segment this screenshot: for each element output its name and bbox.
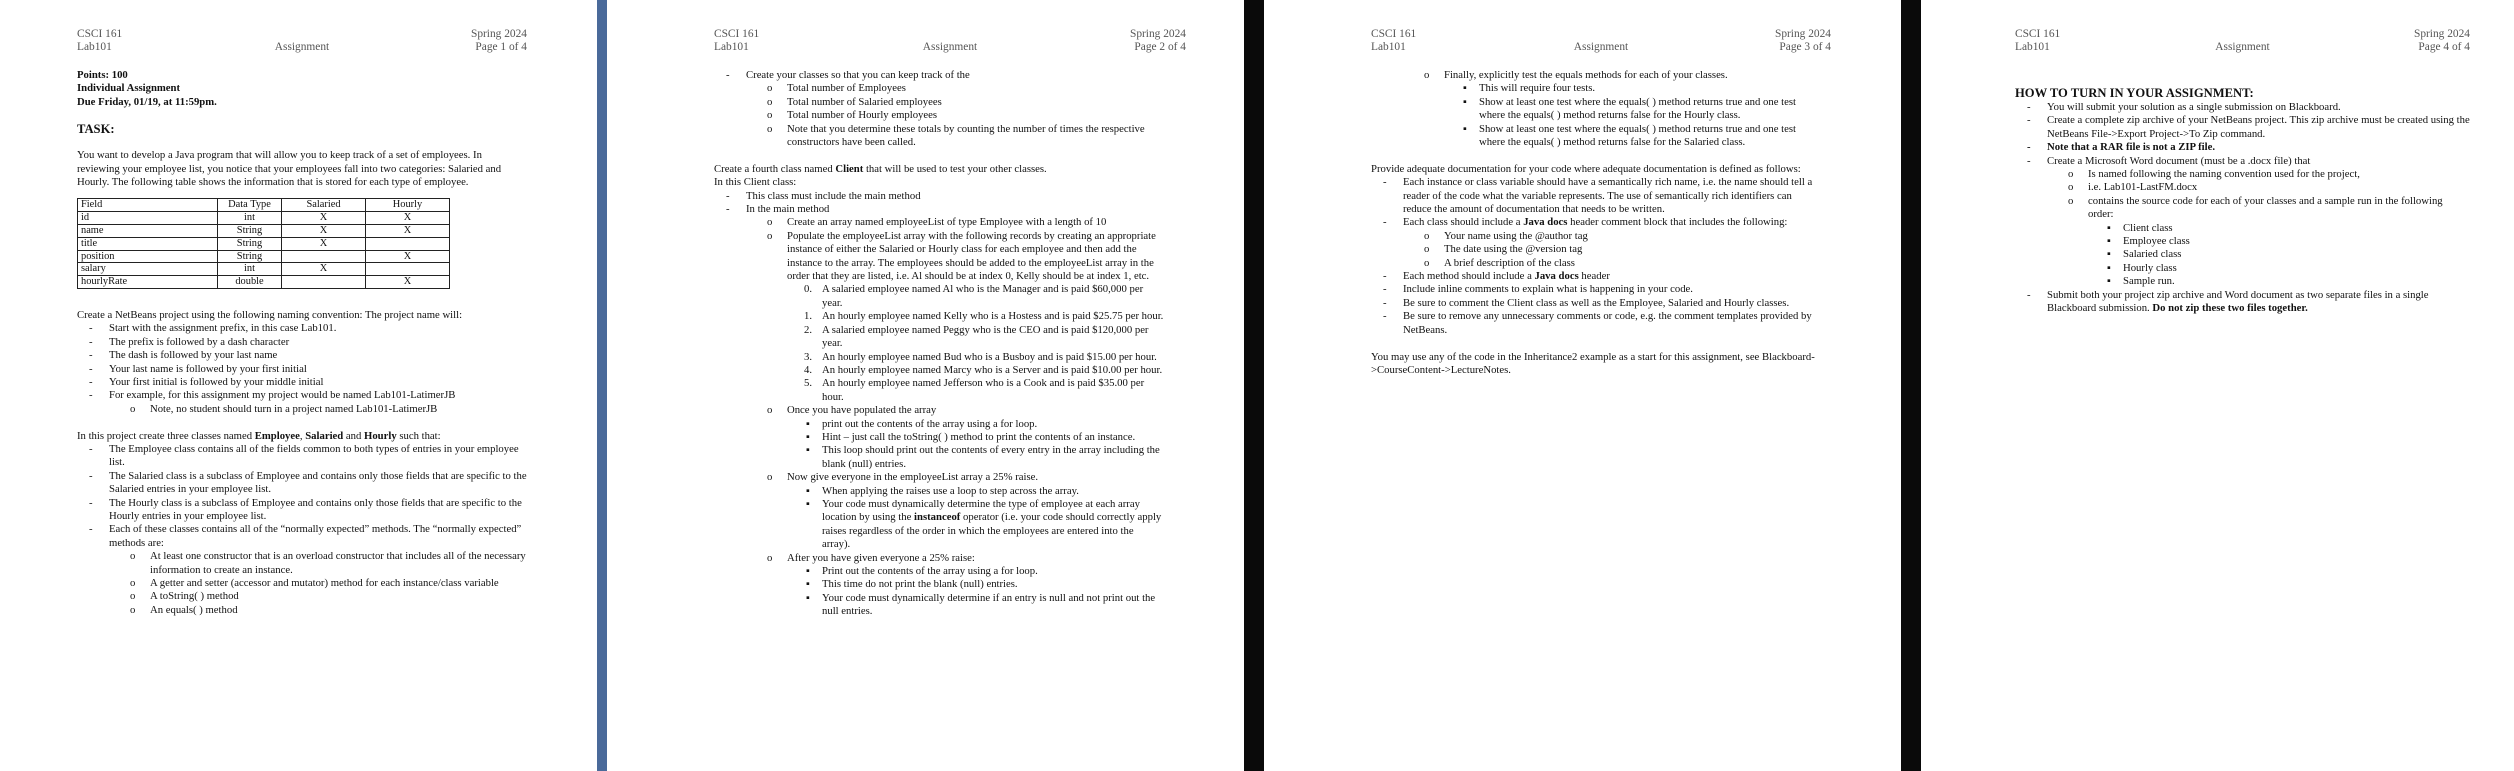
doc-intro: Provide adequate documentation for your code where adequate documentation is defined as follows: — [1371, 162, 1801, 175]
list-item: o Is named following the naming convention used for the project, — [2068, 168, 2360, 181]
list-item: - For example, for this assignment my project would be named Lab101-LatimerJB — [89, 389, 456, 402]
table-cell: X — [366, 212, 450, 225]
page-gap — [1901, 0, 1921, 771]
table-cell: X — [366, 224, 450, 237]
header-title: Assignment — [274, 41, 330, 54]
list-item: ▪ Hint – just call the toString( ) method to print the contents of an instance. — [806, 430, 1136, 443]
table-cell — [366, 237, 450, 250]
list-item: - Be sure to remove any unnecessary comments or code, e.g. the comment templates provided by NetBeans. — [1383, 310, 1812, 336]
list-item: ▪ Show at least one test where the equals( ) method returns true and one test where the equals( ) method returns false for the Salaried class. — [1463, 122, 1796, 149]
header-term: Spring 2024 Page 2 of 4 — [1129, 28, 1186, 54]
list-item: - The Employee class contains all of the fields common to both types of entries in your employee list. — [89, 443, 519, 469]
table-cell: id — [78, 212, 218, 225]
list-item: ▪ Salaried class — [2107, 248, 2182, 261]
list-item: o The date using the @version tag — [1424, 243, 1583, 256]
list-item: - Be sure to comment the Client class as well as the Employee, Salaried and Hourly classes. — [1383, 296, 1790, 309]
table-row — [78, 212, 450, 225]
page-header — [1371, 28, 1831, 68]
page-4 — [1921, 0, 2514, 771]
list-item: - The Hourly class is a subclass of Employee and contains only those fields that are specific to the Hourly entries in your employee list. — [89, 496, 522, 523]
page-body — [714, 69, 1164, 619]
list-item: - This class must include the main method — [726, 189, 921, 202]
table-cell: String — [218, 224, 282, 237]
list-item: ▪ Your code must dynamically determine if an entry is null and not print out the null entries. — [806, 591, 1156, 618]
list-item: - The prefix is followed by a dash character — [89, 335, 290, 348]
client-intro: Create a fourth class named Client that will be used to test your other classes. — [714, 162, 1047, 175]
list-item: ▪ This will require four tests. — [1463, 82, 1596, 95]
table-row — [78, 224, 450, 237]
table-row — [78, 250, 450, 263]
table-cell: int — [218, 263, 282, 276]
table-header: Field — [78, 199, 218, 212]
list-item: 1. An hourly employee named Kelly who is a Hostess and is paid $25.75 per hour. — [804, 310, 1164, 323]
list-item: o Total number of Hourly employees — [767, 109, 938, 122]
header-title: Assignment — [2215, 41, 2270, 54]
header-term: Spring 2024 Page 1 of 4 — [470, 28, 527, 54]
list-item: - In the main method — [726, 203, 830, 216]
table-cell: name — [78, 224, 218, 237]
table-cell: hourlyRate — [78, 276, 218, 289]
list-item: o Create an array named employeeList of type Employee with a length of 10 — [767, 216, 1107, 229]
list-item: - Create a complete zip archive of your NetBeans project. This zip archive must be created using the NetBeans File->Export Project->To Zip command. — [2027, 114, 2470, 140]
task-heading: TASK: — [77, 121, 115, 136]
list-item: ▪ This time do not print the blank (null) entries. — [806, 578, 1018, 591]
table-cell: int — [218, 212, 282, 225]
page-body — [2015, 86, 2470, 316]
list-item: - Start with the assignment prefix, in this case Lab101. — [89, 322, 337, 335]
header-course: CSCI 161 Lab101 — [1371, 28, 1417, 54]
class-list — [77, 443, 527, 617]
header-course: CSCI 161 Lab101 — [714, 28, 760, 54]
classes-intro: In this project create three classes named Employee, Salaried and Hourly such that: — [77, 429, 441, 442]
list-item: o Finally, explicitly test the equals methods for each of your classes. — [1424, 69, 1728, 81]
employee-fields-table — [77, 198, 450, 289]
list-item: ▪ Client class — [2107, 221, 2173, 234]
list-item: - The Salaried class is a subclass of Employee and contains only those fields that are specific to the Salaried entries in your employee list. — [89, 469, 527, 496]
list-item: 2. A salaried employee named Peggy who is the CEO and is paid $120,000 per year. — [804, 323, 1149, 350]
list-item: - The dash is followed by your last name — [89, 349, 278, 362]
list-item: 0. A salaried employee named Al who is the Manager and is paid $60,000 per year. — [804, 283, 1144, 309]
list-item: - You will submit your solution as a single submission on Blackboard. — [2027, 101, 2341, 113]
list-item: o Populate the employeeList array with the following records by creating an appropriate instance of either the Salaried or Hourly class for each employee and then add the instance to the array. The employees should be added to the employeeList array in the order that they are listed, i.e. Al should be at index 0, Kelly should be at index 1, etc. — [767, 229, 1156, 283]
table-cell: position — [78, 250, 218, 263]
table-cell: title — [78, 237, 218, 250]
table-cell: X — [282, 237, 366, 250]
list-item: - Your last name is followed by your first initial — [89, 362, 307, 375]
table-cell: double — [218, 276, 282, 289]
list-item: ▪ Sample run. — [2107, 275, 2175, 288]
list-item: - Create a Microsoft Word document (must be a .docx file) that — [2027, 154, 2311, 167]
page-1 — [0, 0, 597, 771]
list-item: ▪ print out the contents of the array using a for loop. — [806, 417, 1038, 430]
list-item: o Note that you determine these totals by counting the number of times the respective constructors have been called. — [767, 122, 1145, 149]
list-item: ▪ Hourly class — [2107, 261, 2177, 274]
table-cell: X — [366, 276, 450, 289]
table-cell: String — [218, 250, 282, 263]
task-intro: You want to develop a Java program that will allow you to keep track of a set of employees. In reviewing your employee list, you notice that your employees fall into two categories: Salaried and Hourly. The following table shows the information that is stored for each type of employee. — [77, 149, 502, 189]
page-3 — [1264, 0, 1901, 771]
table-row — [78, 237, 450, 250]
list-item: o Once you have populated the array — [767, 404, 937, 417]
list-item: - Create your classes so that you can keep track of the — [726, 69, 970, 81]
netbeans-intro: Create a NetBeans project using the following naming convention: The project name will: — [77, 308, 463, 321]
table-row — [78, 263, 450, 276]
list-item: ▪ Your code must dynamically determine the type of employee at each array location by using the instanceof operator (i.e. your code should correctly apply raises regardless of the order in which the employees are entered into the array). — [806, 497, 1162, 551]
due-date: Due Friday, 01/19, at 11:59pm. — [77, 95, 217, 108]
client-line: In this Client class: — [714, 176, 797, 189]
header-title: Assignment — [922, 41, 978, 54]
table-row — [78, 276, 450, 289]
list-item: o Total number of Employees — [767, 82, 906, 95]
list-item: o Note, no student should turn in a project named Lab101-LatimerJB — [130, 402, 438, 415]
table-cell: X — [282, 263, 366, 276]
list-item: - Each class should include a Java docs header comment block that includes the following: — [1383, 216, 1788, 229]
closing-note: You may use any of the code in the Inheritance2 example as a start for this assignment, see Blackboard->CourseContent->LectureNotes. — [1371, 350, 1815, 376]
table-cell: String — [218, 237, 282, 250]
list-item: 3. An hourly employee named Bud who is a Busboy and is paid $15.00 per hour. — [804, 350, 1157, 363]
page-header — [2015, 28, 2470, 68]
list-item: o Now give everyone in the employeeList array a 25% raise. — [767, 471, 1039, 484]
table-header-row — [78, 199, 450, 212]
naming-list — [77, 322, 527, 416]
header-course: CSCI 161 Lab101 — [2015, 28, 2061, 54]
table-cell: X — [366, 250, 450, 263]
table-header: Data Type — [218, 199, 282, 212]
list-item: o A getter and setter (accessor and mutator) method for each instance/class variable — [130, 577, 499, 590]
list-item: ▪ Print out the contents of the array using a for loop. — [806, 565, 1038, 578]
header-term: Spring 2024 Page 3 of 4 — [1774, 28, 1831, 54]
table-header: Hourly — [366, 199, 450, 212]
list-item: o An equals( ) method — [130, 603, 238, 616]
list-item: 4. An hourly employee named Marcy who is a Server and is paid $10.00 per hour. — [804, 363, 1163, 376]
page-gap — [1244, 0, 1264, 771]
points: Points: 100 — [77, 69, 128, 81]
list-item: - Each of these classes contains all of the “normally expected” methods. The “normally expected” methods are: — [89, 523, 522, 549]
list-item: - Your first initial is followed by your middle initial — [89, 376, 324, 388]
list-item: - Note that a RAR file is not a ZIP file. — [2027, 141, 2216, 154]
list-item: o At least one constructor that is an overload constructor that includes all of the necessary information to create an instance. — [130, 550, 526, 576]
header-title: Assignment — [1573, 41, 1629, 54]
header-course: CSCI 161 Lab101 — [77, 28, 123, 54]
list-item: o Your name using the @author tag — [1424, 229, 1588, 242]
turn-in-heading: HOW TO TURN IN YOUR ASSIGNMENT: — [2015, 86, 2254, 100]
list-item: o i.e. Lab101-LastFM.docx — [2068, 181, 2198, 194]
page-header — [77, 28, 527, 68]
page-body — [77, 69, 527, 617]
list-item: ▪ Employee class — [2107, 235, 2190, 248]
table-header: Salaried — [282, 199, 366, 212]
list-item: o After you have given everyone a 25% raise: — [767, 551, 975, 564]
list-item: - Include inline comments to explain what is happening in your code. — [1383, 283, 1693, 296]
list-item: - Submit both your project zip archive and Word document as two separate files in a single Blackboard submission. Do not zip these two files together. — [2027, 288, 2429, 315]
list-item: ▪ This loop should print out the contents of every entry in the array including the blank (null) entries. — [806, 444, 1160, 470]
list-item: o A toString( ) method — [130, 590, 239, 603]
assignment-type: Individual Assignment — [77, 82, 181, 95]
list-item: 5. An hourly employee named Jefferson who is a Cook and is paid $35.00 per hour. — [804, 377, 1145, 403]
page-body — [1371, 69, 1821, 377]
page-gap — [597, 0, 607, 771]
list-item: ▪ When applying the raises use a loop to step across the array. — [806, 484, 1079, 497]
table-cell — [282, 250, 366, 263]
list-item: o Total number of Salaried employees — [767, 95, 942, 108]
list-item: - Each method should include a Java docs header — [1383, 270, 1610, 283]
page-header — [714, 28, 1186, 68]
header-term: Spring 2024 Page 4 of 4 — [2413, 28, 2470, 54]
table-cell — [366, 263, 450, 276]
list-item: - Each instance or class variable should have a semantically rich name, i.e. the name should tell a reader of the code what the variable represents. The use of semantically rich identifiers can reduce the amount of documentation that needs to be written. — [1383, 176, 1813, 216]
table-cell — [282, 276, 366, 289]
list-item: ▪ Show at least one test where the equals( ) method returns true and one test where the equals( ) method returns false for the Hourly class. — [1463, 95, 1796, 122]
list-item: o contains the source code for each of your classes and a sample run in the following order: — [2068, 194, 2443, 221]
table-cell: salary — [78, 263, 218, 276]
table-cell: X — [282, 224, 366, 237]
page-2 — [607, 0, 1244, 771]
list-item: o A brief description of the class — [1424, 256, 1575, 269]
table-cell: X — [282, 212, 366, 225]
